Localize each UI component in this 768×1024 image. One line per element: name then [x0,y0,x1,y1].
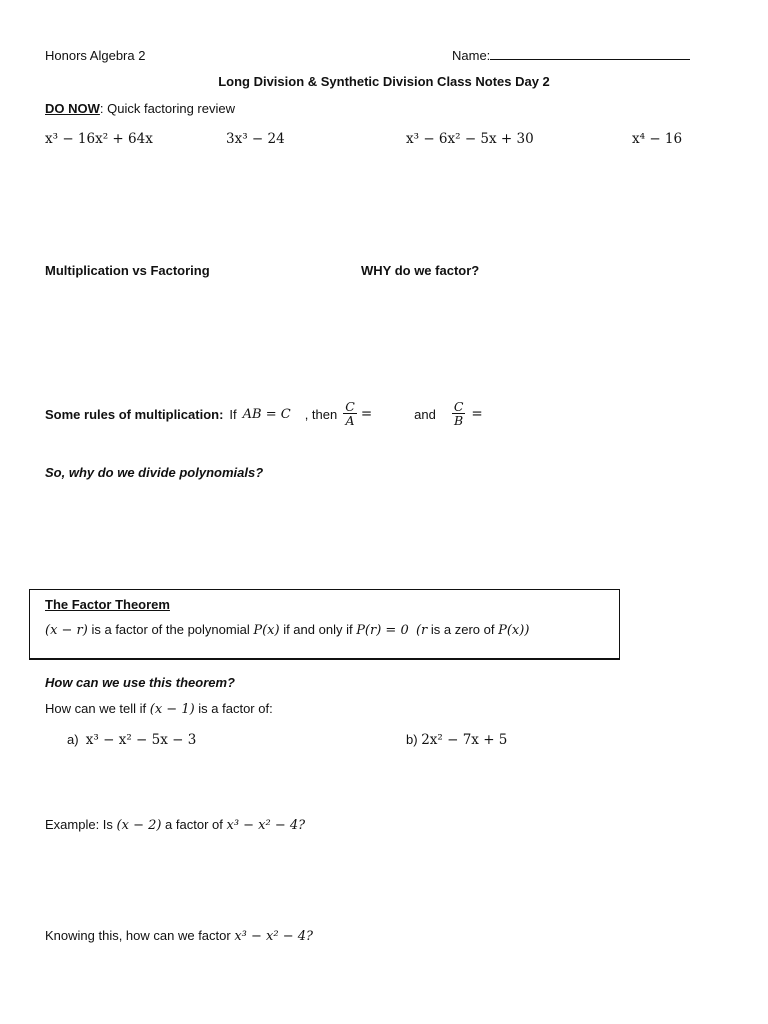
fraction-2-numerator: C [453,399,464,414]
fraction-c-over-a [343,400,357,428]
fraction-1-denominator: A [343,413,357,428]
fraction-2-denominator: B [452,413,466,428]
equals-sign-2: = [471,406,483,422]
equals-sign-1: = [360,406,373,422]
fraction-c-over-b [452,400,466,428]
part-b [406,732,507,748]
factor-theorem-title: The Factor Theorem [45,597,170,612]
example-polynomial: x³ − x² − 4? [226,818,306,833]
use-theorem-heading: How can we use this theorem? [45,675,235,690]
theorem-x-minus-r: (x − r) [45,623,88,638]
and-text: and [414,406,436,422]
example-mid: a factor of [161,817,227,832]
use-question [45,701,273,717]
theorem-text-2: if and only if [279,622,357,637]
factor-theorem-statement [45,622,529,638]
name-blank-line [490,48,690,60]
do-now-problem-1: x³ − 16x² + 64x [45,131,153,147]
mult-vs-factoring-heading: Multiplication vs Factoring [45,263,210,278]
part-b-label: b) [406,732,418,747]
do-now-problem-4: x⁴ − 16 [632,131,683,147]
theorem-open-paren: ( [415,623,422,638]
theorem-close-paren: ) [524,623,530,638]
do-now-problem-2: 3x³ − 24 [226,131,285,147]
why-divide-heading: So, why do we divide polynomials? [45,465,264,480]
use-question-math: (x − 1) [149,702,195,717]
rules-label: Some rules of multiplication: [45,406,224,422]
use-question-post: is a factor of: [194,701,273,716]
theorem-p-of-x: P(x) [253,623,280,638]
rules-if: If [229,406,237,422]
course-name: Honors Algebra 2 [45,48,146,63]
why-factor-heading: WHY do we factor? [361,263,480,278]
rules-line [45,394,483,434]
name-field [452,48,690,63]
do-now-problem-3: x³ − 6x² − 5x + 30 [406,131,534,147]
knowing-pre: Knowing this, how can we factor [45,928,235,943]
do-now-text: : Quick factoring review [99,101,235,116]
example-factor: (x − 2) [116,818,162,833]
theorem-text-3: is a zero of [427,622,499,637]
part-b-expression: 2x² − 7x + 5 [421,732,508,748]
theorem-p-of-r: P(r) = 0 [356,623,409,638]
rules-equation: AB = C [242,406,291,422]
theorem-r: r [421,623,428,638]
rules-then: , then [304,406,338,422]
knowing-line [45,928,313,944]
part-a-expression: x³ − x² − 5x − 3 [85,732,197,748]
do-now-label: DO NOW [45,101,100,116]
theorem-p-of-x-2: P(x) [498,623,525,638]
name-label: Name: [452,48,491,63]
use-question-pre: How can we tell if [45,701,150,716]
fraction-1-numerator: C [345,399,355,414]
example-pre: Example: Is [45,817,117,832]
part-a-label: a) [67,732,79,747]
do-now-line [45,101,235,116]
knowing-polynomial: x³ − x² − 4? [234,929,313,944]
theorem-text-1: is a factor of the polynomial [87,622,254,637]
part-a [67,732,196,748]
example-line [45,817,305,833]
page-title: Long Division & Synthetic Division Class Notes Day 2 [218,74,550,89]
